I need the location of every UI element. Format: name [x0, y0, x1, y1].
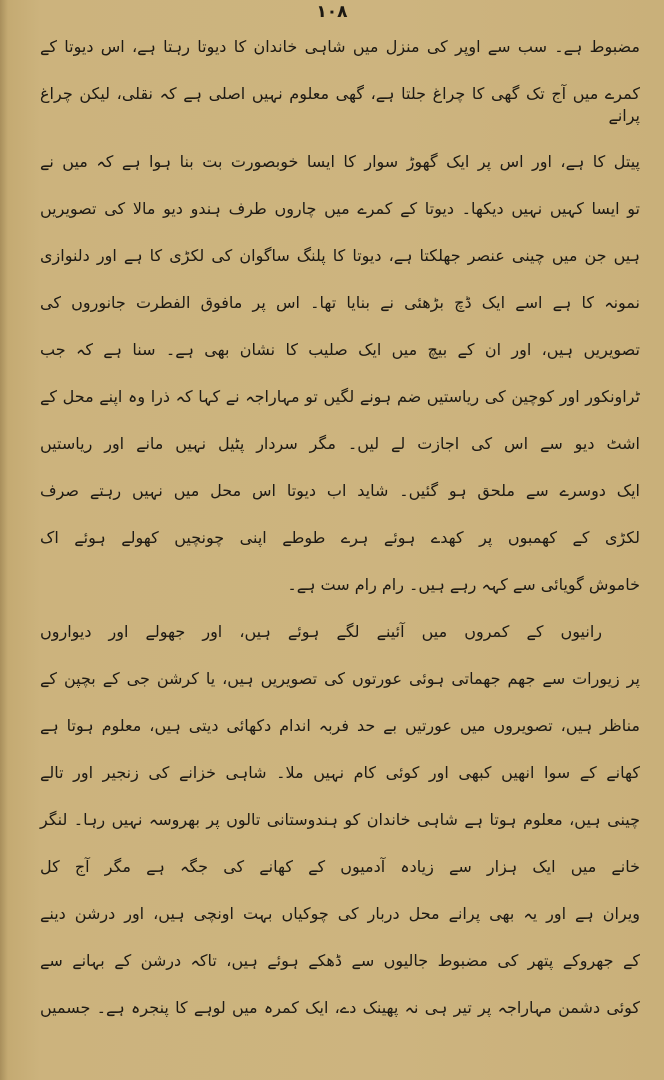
text-line: لکڑی کے کھمبوں پر کھدے ہوئے ہرے طوطے اپنی چونچیں کھولے ہوئے اک: [40, 528, 640, 547]
text-line: کمرے میں آج تک گھی کا چراغ جلتا ہے، گھی معلوم نہیں اصلی ہے کہ نقلی، لیکن چراغ پرانے: [40, 84, 640, 125]
text-line: تصویریں ہیں، اور ان کے بیچ میں ایک صلیب کا نشان بھی ہے۔ سنا ہے کہ جب: [40, 340, 640, 359]
text-line: خانے میں ایک ہزار سے زیادہ آدمیوں کے کھانے کی جگہ ہے مگر آج کل: [40, 857, 640, 876]
text-line: پر زیورات سے جھم جھماتی ہوئی عورتوں کی تصویریں ہیں، یا کرشن جی کے بچپن کے: [40, 669, 640, 688]
text-line: خاموش گویائی سے کہہ رہے ہیں۔ رام رام ست ہے۔: [287, 575, 640, 594]
page-number: ۱۰۸: [316, 2, 348, 22]
text-line: مناظر ہیں، تصویروں میں عورتیں بے حد فربہ اندام دکھائی دیتی ہیں، معلوم ہوتا ہے: [40, 716, 640, 735]
text-line: کوئی دشمن مہاراجہ پر تیر ہی نہ پھینک دے، ایک کمرہ میں لوہے کا پنجرہ ہے۔ جسمیں: [40, 998, 640, 1017]
text-line: نمونہ کا ہے اسے ایک ڈچ بڑھئی نے بنایا تھا۔ اس پر مافوق الفطرت جانوروں کی: [40, 293, 640, 312]
text-line: ٹراونکور اور کوچین کی ریاستیں ضم ہونے لگیں تو مہاراجہ نے کہا کہ ذرا وہ اپنے محل کے: [40, 387, 640, 406]
text-line: چینی ہیں، معلوم ہوتا ہے شاہی خاندان کو ہندوستانی تالوں پر بھروسہ نہیں رہا۔ لنگر: [40, 810, 640, 829]
text-line: ویران ہے اور یہ بھی پرانے محل دربار کی چوکیاں بہت اونچی ہیں، اور درشن دینے: [40, 904, 640, 923]
text-line: کھانے کے سوا انھیں کبھی اور کوئی کام نہیں ملا۔ شاہی خزانے کی زنجیر اور تالے: [40, 763, 640, 782]
text-line: رانیوں کے کمروں میں آئینے لگے ہوئے ہیں، اور جھولے اور دیواروں: [40, 622, 602, 641]
text-line: اشٹ دیو سے اس کی اجازت لے لیں۔ مگر سردار پٹیل نہیں مانے اور ریاستیں: [40, 434, 640, 453]
page-body: [40, 24, 640, 1032]
text-line: تو ایسا کہیں نہیں دیکھا۔ دیوتا کے کمرے میں چاروں طرف ہندو دیو مالا کی تصویریں: [40, 199, 640, 218]
text-line: کے جھروکے پتھر کی مضبوط جالیوں سے ڈھکے ہوئے ہیں، تاکہ درشن کے بہانے سے: [40, 951, 640, 970]
text-line: پیتل کا ہے، اور اس پر ایک گھوڑ سوار کا ایسا خوبصورت بت بنا ہوا ہے کہ میں نے: [40, 152, 640, 171]
text-line: ہیں جن میں چینی عنصر جھلکتا ہے، دیوتا کا پلنگ ساگوان کی لکڑی کا ہے اور دلنوازی: [40, 246, 640, 265]
text-line: مضبوط ہے۔ سب سے اوپر کی منزل میں شاہی خاندان کا دیوتا رہتا ہے، اس دیوتا کے: [40, 37, 640, 56]
text-line: ایک دوسرے سے ملحق ہو گئیں۔ شاید اب دیوتا اس محل میں نہیں رہتے صرف: [40, 481, 640, 500]
